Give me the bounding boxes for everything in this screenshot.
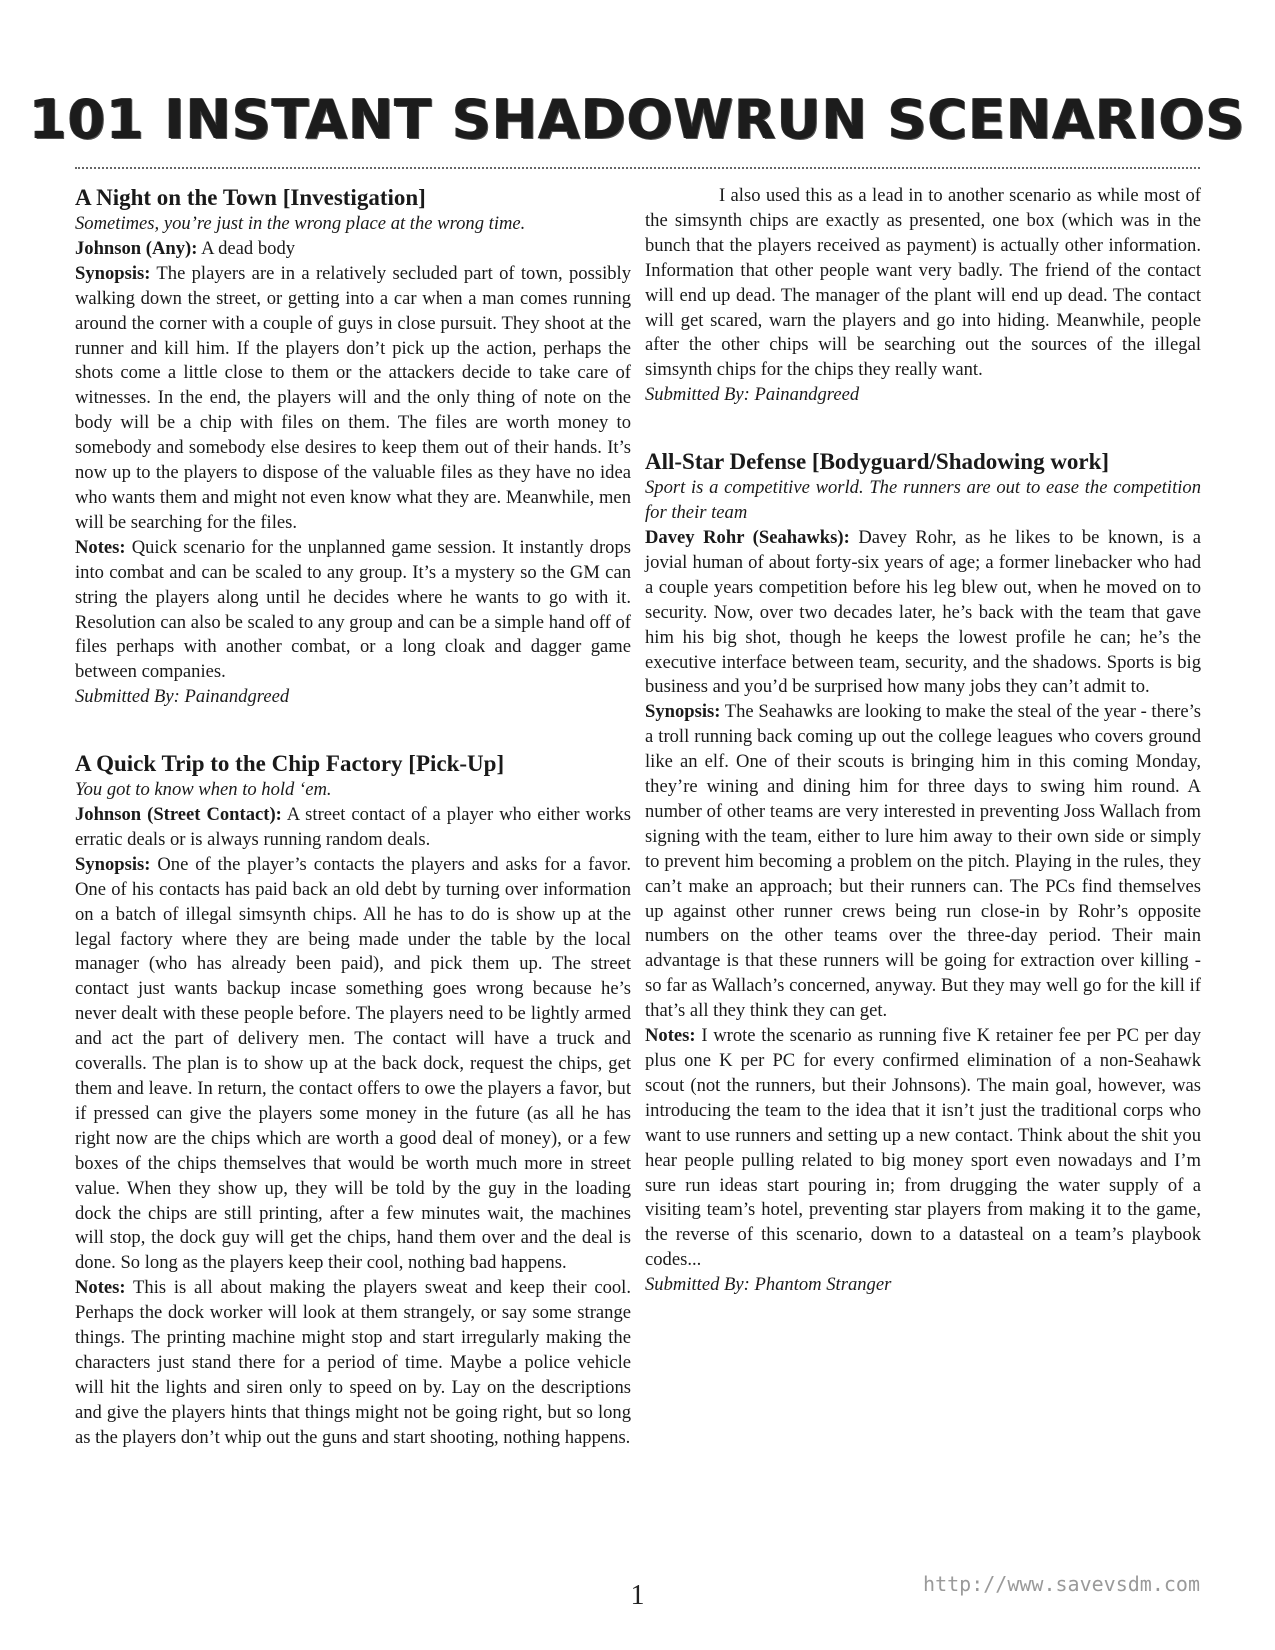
scenario-all-star-defense: [645, 448, 1201, 1298]
scenario-tagline: Sometimes, you’re just in the wrong place at the wrong time.: [75, 213, 526, 234]
notes-paragraph: [75, 536, 631, 685]
synopsis-paragraph: [75, 853, 631, 1276]
page-title: 101 INSTANT SHADOWRUN SCENARIOS: [29, 88, 1246, 151]
johnson-label: Johnson (Any):: [75, 237, 198, 259]
section-gap: [75, 710, 631, 750]
notes-text: I wrote the scenario as running five K retainer fee per PC per day plus one K per PC for every confirmed elimination of a non-Seahawk scout (not the runners, but their Johnsons). The main goal, however, was introducing the team to the idea that it isn’t just the traditional corps who want to use runners and setting up a new contact. Think about the shit you hear people pulling related to big money sport even nowadays and I’m sure run ideas start pouring in; from drugging the water supply of a visiting team’s hotel, preventing star players from making it to the game, the reverse of this scenario, down to a datasteal on a team’s playbook codes...: [645, 1025, 1201, 1271]
scenario-tagline: You got to know when to hold ‘em.: [75, 779, 332, 801]
submitted-by: Submitted By: Phantom Stranger: [645, 1274, 892, 1296]
notes-text: Quick scenario for the unplanned game session. It instantly drops into combat and can be scaled to any group. It’s a mystery so the GM can string the players along until he decides where he wants to go with it. Resolution can also be scaled to any group and can be a simple hand off of files perhaps with another combat, or a long cloak and dagger game between companies.: [75, 536, 631, 683]
submitted-by: Submitted By: Painandgreed: [645, 384, 860, 406]
notes-paragraph: [645, 1024, 1201, 1273]
synopsis-label: Synopsis:: [75, 262, 151, 284]
johnson-label: Davey Rohr (Seahawks):: [645, 526, 850, 548]
notes-label: Notes:: [645, 1025, 696, 1047]
notes-label: Notes:: [75, 1277, 126, 1299]
synopsis-label: Synopsis:: [645, 701, 721, 723]
scenario-title: A Quick Trip to the Chip Factory [Pick-Up]: [75, 751, 505, 777]
synopsis-text: The players are in a relatively secluded part of town, possibly walking down the street, or getting into a car when a man comes running around the corner with a couple of guys in close pursuit. They shoot at the runner and kill him. If the players don’t pick up the action, perhaps the shots come a little close to them or the attackers decide to take care of witnesses. In the end, the players will and the only thing of note on the body will be a chip with files on them. The files are worth money to somebody and somebody else desires to keep them out of their hands. It’s now up to the players to dispose of the valuable files as they have no idea who wants them and might not even know what they are. Meanwhile, men will be searching for the files.: [75, 262, 631, 533]
johnson-paragraph: [75, 237, 631, 262]
synopsis-text: One of the player’s contacts the players and asks for a favor. One of his contacts has paid back an old debt by turning over information on a batch of illegal simsynth chips. All he has to do is show up at the legal factory where they are being made under the table by the local manager (who has already been paid), and pick them up. The street contact just wants backup incase something goes wrong because he’s never dealt with these people before. The players need to be lightly armed and act the part of delivery men. The contact will have a truck and coveralls. The plan is to show up at the back dock, request the chips, get them and leave. In return, the contact offers to owe the players a favor, but if pressed can give the players some money in the future (as all he has right now are the chips which are worth a good deal of money), or a few boxes of the chips themselves that would be worth much more in street value. When they show up, they will be told by the guy in the loading dock the chips are still printing, after a few minutes wait, the machines will stop, the dock guy will get the chips, hand them over and the deal is done. So long as the players keep their cool, nothing bad happens.: [75, 853, 631, 1274]
scenario-chip-factory: [75, 750, 631, 1450]
notes-paragraph: [75, 1276, 631, 1450]
synopsis-label: Synopsis:: [75, 853, 151, 875]
johnson-text: Davey Rohr, as he likes to be known, is a jovial human of about forty-six years of age; a former linebacker who had a couple years competition before his leg blew out, when he moved on to security. Now, over two decades later, he’s back with the team that gave him his big shot, though he keeps the lowest profile he can; he’s the executive interface between team, security, and the shadows. Sports is big business and you’d be surprised how many jobs they can’t admit to.: [645, 526, 1201, 698]
synopsis-paragraph: [75, 262, 631, 536]
scenario-tagline: Sport is a competitive world. The runners are out to ease the competition for their team: [645, 477, 1201, 524]
section-gap: [645, 408, 1201, 448]
johnson-paragraph: [645, 526, 1201, 700]
right-column: [645, 184, 1201, 1298]
notes-label: Notes:: [75, 536, 126, 558]
synopsis-paragraph: [645, 700, 1201, 1024]
scenario-night-on-the-town: [75, 184, 631, 710]
synopsis-text: The Seahawks are looking to make the steal of the year - there’s a troll running back coming up out the college leagues who covers ground like an elf. One of their scouts is bringing him in this coming Monday, they’re wining and dining him for three days to swing him round. A number of other teams are very interested in preventing Joss Wallach from signing with the team, either to lure him away to their own side or simply to prevent him becoming a problem on the pitch. Playing in the rules, they can’t make an approach; but their runners can. The PCs find themselves up against other runner crews being run close-in by Rohr’s opposite numbers on the other teams over the three-day period. Their main advantage is that these runners will be going for extraction over killing - so far as Wallach’s concerned, anyway. But they may well go for the kill if that’s all they think they can get.: [645, 701, 1201, 1022]
scenario-title: A Night on the Town [Investigation]: [75, 185, 426, 210]
johnson-label: Johnson (Street Contact):: [75, 804, 282, 826]
johnson-paragraph: [75, 803, 631, 853]
johnson-text: A dead body: [197, 237, 296, 259]
notes-text: This is all about making the players sweat and keep their cool. Perhaps the dock worker will look at them strangely, or say some strange things. The printing machine might stop and start irregularly making the characters just stand there for a period of time. Maybe a police vehicle will hit the lights and siren only to speed on by. Lay on the descriptions and give the players hints that things might not be going right, but so long as the players don’t whip out the guns and start shooting, nothing happens.: [75, 1277, 631, 1448]
johnson-text: A street contact of a player who either works erratic deals or is always running random deals.: [75, 804, 631, 850]
page-number: 1: [630, 1580, 645, 1611]
title-divider: [75, 167, 1200, 169]
scenario-title: All-Star Defense [Bodyguard/Shadowing work]: [645, 449, 1110, 475]
continuation-paragraph: I also used this as a lead in to another scenario as while most of the simsynth chips are exactly as presented, one box (which was in the bunch that the players received as payment) is actually other information. Information that other people want very badly. The friend of the contact will end up dead. The manager of the plant will end up dead. The contact will get scared, warn the players and go into hiding. Meanwhile, people after the other chips will be searching out the sources of the illegal simsynth chips for the chips they really want.: [645, 185, 1201, 381]
footer-url: http://www.savevsdm.com: [923, 1572, 1200, 1596]
submitted-by: Submitted By: Painandgreed: [75, 686, 290, 708]
left-column: [75, 184, 631, 1451]
